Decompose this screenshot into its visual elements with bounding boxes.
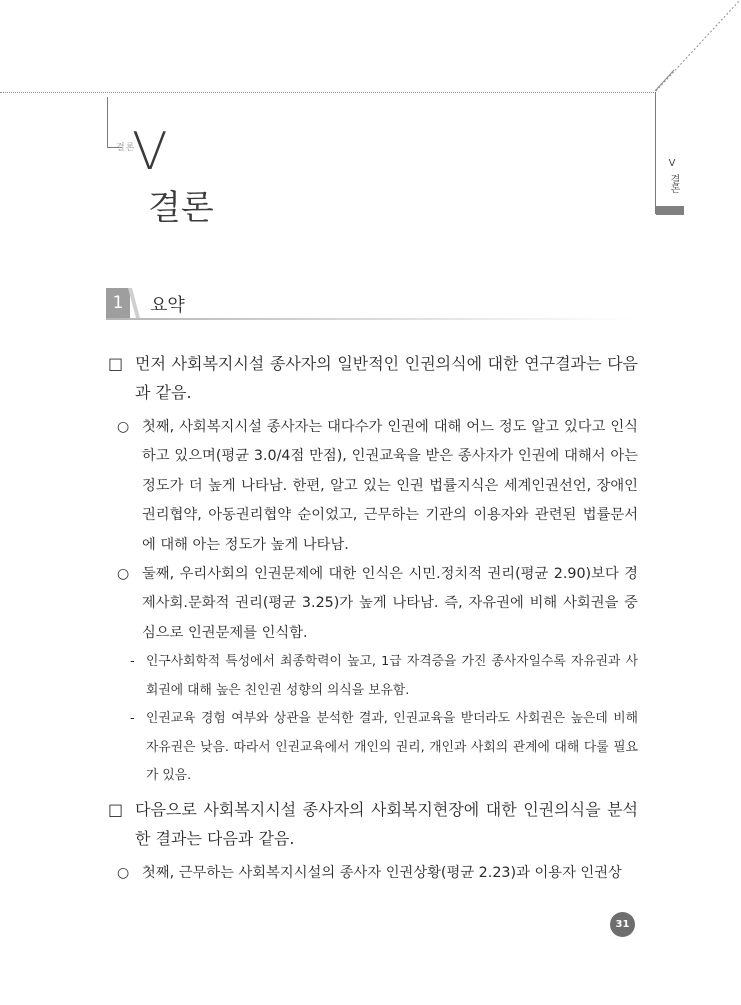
side-tab-bar bbox=[656, 206, 684, 215]
square-bullet-icon: □ bbox=[108, 354, 124, 373]
circle-bullet-icon: ○ bbox=[117, 419, 130, 435]
list-item bbox=[108, 560, 638, 648]
list-item-text: 첫째, 근무하는 사회복지시설의 종사자 인권상황(평균 2.23)과 이용자 인권상 bbox=[142, 865, 622, 881]
chapter-number: V bbox=[132, 122, 168, 182]
side-tab-rule bbox=[655, 92, 656, 214]
circle-bullet-icon: ○ bbox=[117, 865, 130, 881]
block-heading bbox=[108, 349, 638, 407]
list-item bbox=[108, 859, 638, 888]
dash-bullet-icon: - bbox=[130, 711, 135, 727]
list-item-text: 첫째, 사회복지시설 종사자는 대다수가 인권에 대해 어느 정도 알고 있다고 인식하고 있으며(평균 3.0/4점 만점), 인권교육을 받은 종사자가 인권에 대해서 아는 정도가 더 높게 나타남. 한편, 알고 있는 인권 법률지식은 세계인권선언, 장애인권리협약, 아동권리협약 순이었고, 근무하는 기관의 이용자와 관련된 법률문서에 대해 아는 정도가 높게 나타남. bbox=[142, 419, 638, 553]
dash-bullet-icon: - bbox=[130, 654, 135, 670]
summary-block-1 bbox=[108, 349, 638, 791]
detail-item-text: 인구사회학적 특성에서 최종학력이 높고, 1급 자격증을 가진 종사자일수록 자유권과 사회권에 대해 높은 친인권 성향의 의식을 보유함. bbox=[146, 654, 638, 698]
circle-bullet-icon: ○ bbox=[117, 566, 130, 583]
detail-item bbox=[108, 648, 638, 705]
header-diagonal-rule bbox=[654, 0, 741, 92]
detail-item bbox=[108, 705, 638, 791]
section-slash-icon bbox=[128, 288, 140, 318]
detail-item-text: 인권교육 경험 여부와 상관을 분석한 결과, 인권교육을 받더라도 사회권은 높은데 비해 자유권은 낮음. 따라서 인권교육에서 개인의 권리, 개인과 사회의 관계에 대해 다룰 필요가 있음. bbox=[146, 711, 638, 784]
section-number-box: 1 bbox=[106, 288, 130, 318]
block-heading-text: 먼저 사회복지시설 종사자의 일반적인 인권의식에 대한 연구결과는 다음과 같음. bbox=[135, 354, 638, 402]
header-dotted-rule bbox=[0, 92, 656, 93]
square-bullet-icon: □ bbox=[108, 800, 124, 819]
chapter-tag: 결론 bbox=[116, 143, 136, 153]
side-tab-number: V bbox=[668, 158, 676, 169]
side-tab-title: 결론 bbox=[668, 174, 679, 192]
list-item-text: 둘째, 우리사회의 인권문제에 대한 인식은 시민.정치적 권리(평균 2.90)보다 경제사회.문화적 권리(평균 3.25)가 높게 나타남. 즉, 자유권에 비해 사회권을 중심으로 인권문제를 인식함. bbox=[142, 566, 638, 641]
summary-block-2 bbox=[108, 795, 638, 888]
list-item bbox=[108, 413, 638, 560]
section-title: 요약 bbox=[150, 295, 185, 316]
chapter-title: 결론 bbox=[148, 188, 214, 228]
block-heading bbox=[108, 795, 638, 853]
block-heading-text: 다음으로 사회복지시설 종사자의 사회복지현장에 대한 인권의식을 분석한 결과는 다음과 같음. bbox=[135, 800, 638, 848]
page-number-badge: 31 bbox=[610, 912, 635, 937]
section-underline bbox=[106, 318, 636, 320]
